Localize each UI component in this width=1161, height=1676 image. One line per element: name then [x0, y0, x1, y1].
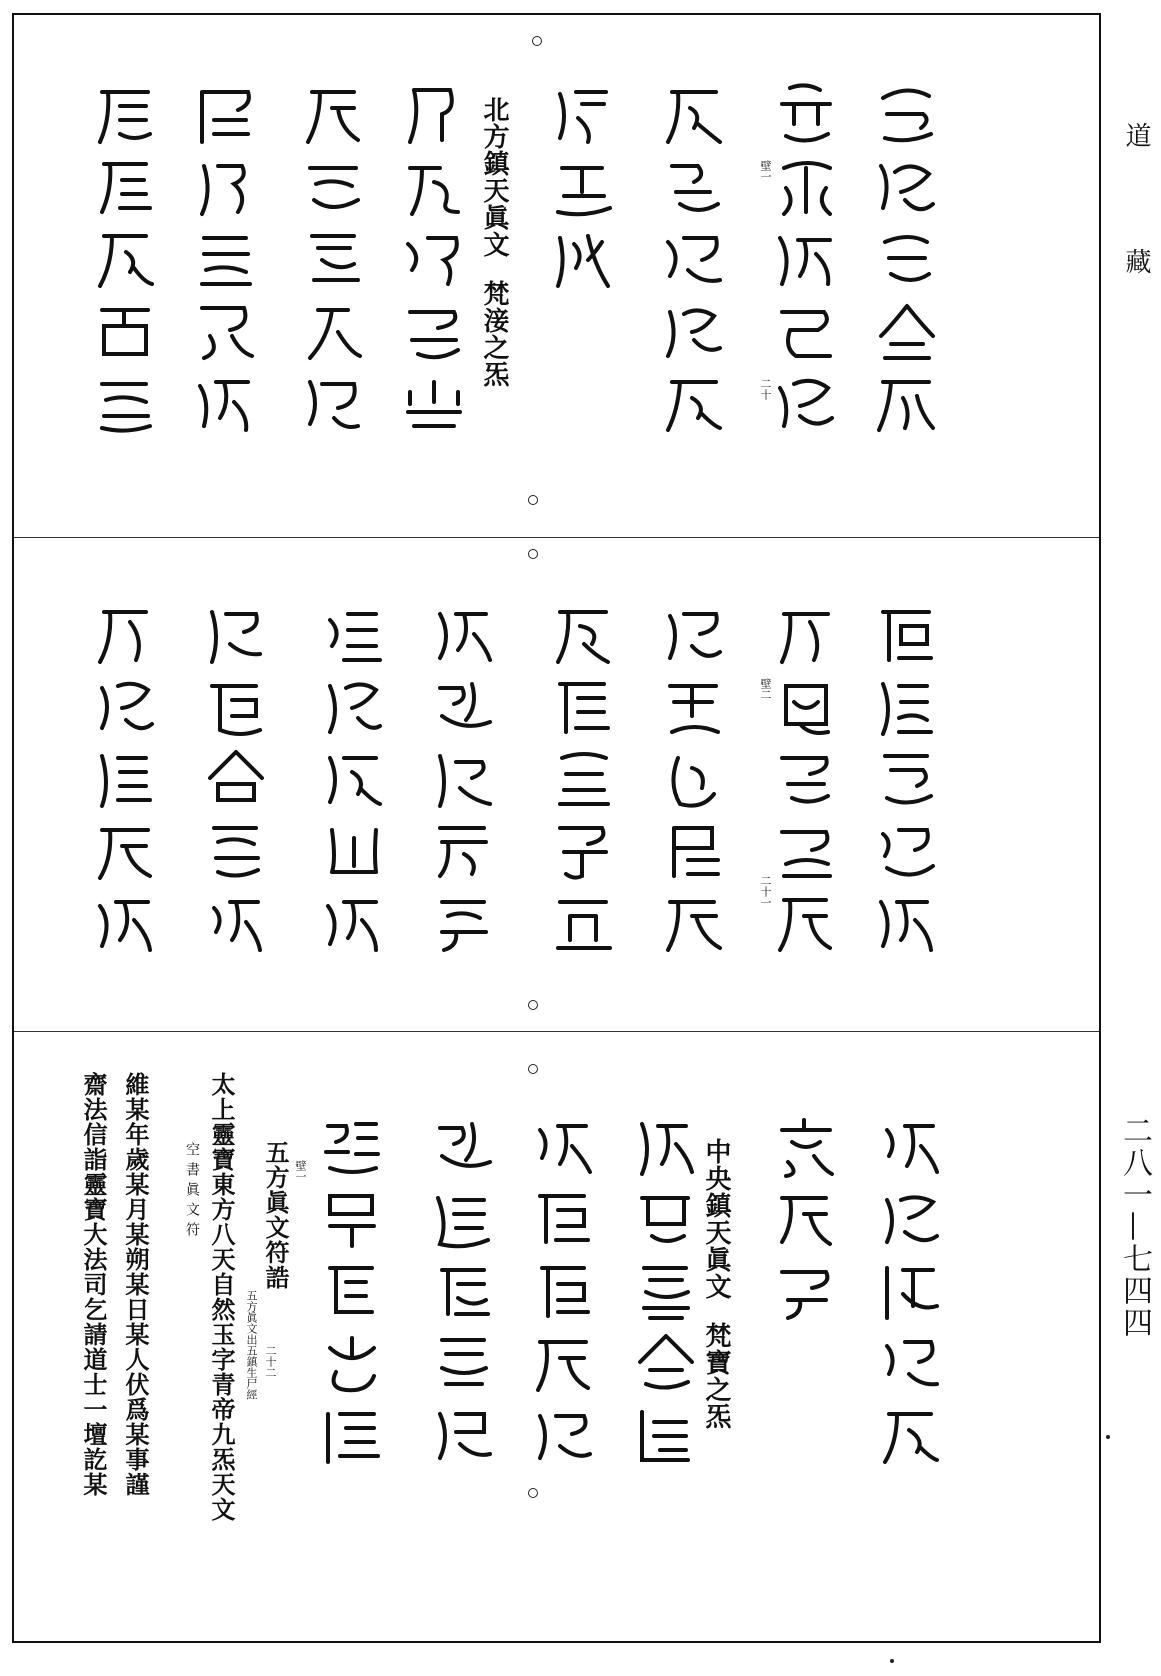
seal-glyph	[528, 1112, 600, 1184]
scripture-title: 太上靈寶東方八天自然玉字青帝九炁天文	[207, 1072, 236, 1522]
seal-glyph	[770, 296, 842, 368]
seal-glyph	[871, 888, 943, 960]
seal-glyph	[548, 224, 620, 296]
seal-glyph	[428, 672, 500, 744]
seal-glyph	[428, 744, 500, 816]
seal-glyph	[90, 888, 162, 960]
seal-glyph	[548, 888, 620, 960]
seal-glyph	[398, 224, 470, 296]
seal-glyph	[90, 816, 162, 888]
seal-glyph	[875, 1400, 947, 1472]
seal-glyph	[770, 224, 842, 296]
panel1-note-2: 二十	[759, 378, 772, 400]
seal-glyph	[770, 1112, 842, 1184]
seal-glyph	[770, 888, 842, 960]
seal-glyph	[875, 1112, 947, 1184]
seal-column-p2-c5	[428, 600, 500, 960]
seal-column-p2-c1	[871, 600, 943, 960]
seal-glyph	[190, 80, 262, 152]
seal-glyph	[770, 152, 842, 224]
scripture-subtitle: 空書眞文符	[184, 1142, 200, 1242]
seal-glyph	[658, 80, 730, 152]
bottom-dot	[890, 1659, 894, 1663]
seal-glyph	[658, 368, 730, 440]
seal-glyph	[528, 1184, 600, 1256]
circle-marker	[532, 36, 542, 46]
seal-glyph	[871, 600, 943, 672]
circle-marker	[528, 495, 538, 505]
seal-column-p3-c2	[770, 1112, 842, 1328]
seal-glyph	[658, 888, 730, 960]
panel3-note-1: 壁一	[294, 1160, 307, 1182]
seal-column-p1-c4	[548, 80, 620, 296]
collection-label-bottom: 藏	[1121, 248, 1151, 292]
seal-column-p2-c6	[318, 600, 390, 960]
seal-glyph	[658, 600, 730, 672]
seal-glyph	[316, 1184, 388, 1256]
seal-glyph	[770, 80, 842, 152]
seal-glyph	[770, 816, 842, 888]
seal-glyph	[298, 224, 370, 296]
seal-glyph	[871, 296, 943, 368]
seal-glyph	[398, 296, 470, 368]
panel-divider-2	[14, 1031, 1099, 1032]
panel2-note-1: 壁二	[759, 678, 772, 700]
seal-glyph	[318, 672, 390, 744]
seal-glyph	[548, 672, 620, 744]
circle-marker	[528, 1488, 538, 1498]
margin-dot	[1106, 1435, 1110, 1439]
seal-glyph	[658, 296, 730, 368]
seal-glyph	[398, 152, 470, 224]
panel1-note-1: 壁一	[759, 160, 772, 182]
circle-marker	[528, 549, 538, 559]
seal-glyph	[548, 744, 620, 816]
seal-glyph	[316, 1112, 388, 1184]
seal-glyph	[770, 600, 842, 672]
petition-line-2: 齋法信詣靈寶大法司乞請道士一壇訖某	[79, 1072, 108, 1497]
seal-glyph	[528, 1328, 600, 1400]
seal-glyph	[318, 600, 390, 672]
seal-glyph	[428, 600, 500, 672]
panel1-title-sub: 梵淁之炁	[479, 280, 509, 388]
page-number: 二八一—七四四	[1117, 1115, 1152, 1339]
seal-glyph	[318, 888, 390, 960]
panel1-title	[476, 96, 513, 388]
seal-glyph	[90, 152, 162, 224]
seal-glyph	[875, 1328, 947, 1400]
seal-glyph	[871, 224, 943, 296]
seal-column-p2-c3	[658, 600, 730, 960]
seal-glyph	[90, 224, 162, 296]
seal-column-p1-c6	[298, 80, 370, 440]
seal-glyph	[428, 1184, 500, 1256]
seal-glyph	[190, 296, 262, 368]
seal-column-p1-c1	[871, 80, 943, 440]
seal-glyph	[770, 368, 842, 440]
seal-glyph	[428, 888, 500, 960]
seal-glyph	[90, 744, 162, 816]
seal-glyph	[630, 1184, 702, 1256]
seal-glyph	[770, 1184, 842, 1256]
panel3-note-2: 二十二	[264, 1345, 277, 1378]
seal-column-p2-c2	[770, 600, 842, 960]
seal-glyph	[318, 744, 390, 816]
seal-glyph	[298, 152, 370, 224]
seal-glyph	[528, 1400, 600, 1472]
seal-glyph	[90, 80, 162, 152]
seal-column-p2-c7	[200, 600, 272, 960]
seal-glyph	[658, 224, 730, 296]
seal-glyph	[770, 672, 842, 744]
seal-column-p3-c5	[428, 1112, 500, 1472]
seal-glyph	[871, 80, 943, 152]
seal-glyph	[298, 368, 370, 440]
seal-glyph	[770, 1256, 842, 1328]
seal-glyph	[548, 80, 620, 152]
seal-glyph	[630, 1400, 702, 1472]
seal-column-p1-c7	[190, 80, 262, 440]
seal-column-p1-c2	[770, 80, 842, 440]
seal-glyph	[658, 744, 730, 816]
seal-glyph	[871, 744, 943, 816]
seal-glyph	[630, 1328, 702, 1400]
seal-glyph	[90, 600, 162, 672]
seal-column-p1-c5	[398, 80, 470, 440]
seal-glyph	[200, 744, 272, 816]
panel3-title-main: 中央鎮天眞文	[701, 1138, 731, 1300]
seal-glyph	[428, 816, 500, 888]
seal-glyph	[428, 1400, 500, 1472]
seal-glyph	[428, 1256, 500, 1328]
collection-label-top: 道	[1121, 122, 1151, 166]
seal-glyph	[871, 152, 943, 224]
seal-glyph	[398, 368, 470, 440]
seal-glyph	[548, 152, 620, 224]
panel3-title-sub: 梵寶之炁	[701, 1322, 731, 1430]
seal-column-p3-c4	[528, 1112, 600, 1472]
seal-glyph	[428, 1112, 500, 1184]
seal-glyph	[90, 368, 162, 440]
seal-column-p2-c4	[548, 600, 620, 960]
seal-glyph	[200, 888, 272, 960]
seal-glyph	[658, 152, 730, 224]
seal-glyph	[298, 80, 370, 152]
seal-glyph	[190, 224, 262, 296]
panel1-title-main: 北方鎮天眞文	[479, 96, 509, 258]
panel2-note-2: 二十一	[759, 875, 772, 908]
seal-glyph	[871, 816, 943, 888]
seal-column-p1-c8	[90, 80, 162, 440]
seal-glyph	[528, 1256, 600, 1328]
seal-glyph	[316, 1328, 388, 1400]
seal-glyph	[190, 152, 262, 224]
seal-glyph	[428, 1328, 500, 1400]
seal-glyph	[200, 600, 272, 672]
circle-marker	[528, 1064, 538, 1074]
seal-glyph	[658, 816, 730, 888]
seal-glyph	[316, 1256, 388, 1328]
circle-marker	[528, 1000, 538, 1010]
seal-glyph	[630, 1112, 702, 1184]
seal-glyph	[90, 672, 162, 744]
seal-glyph	[871, 672, 943, 744]
seal-glyph	[200, 672, 272, 744]
seal-glyph	[770, 744, 842, 816]
seal-column-p3-c6	[316, 1112, 388, 1472]
seal-column-p1-c3	[658, 80, 730, 440]
fu-title: 五方眞文符誥	[261, 1140, 290, 1290]
seal-glyph	[871, 368, 943, 440]
seal-glyph	[190, 368, 262, 440]
seal-glyph	[298, 296, 370, 368]
seal-glyph	[875, 1184, 947, 1256]
seal-glyph	[316, 1400, 388, 1472]
seal-glyph	[90, 296, 162, 368]
panel-divider-1	[14, 537, 1099, 538]
seal-glyph	[398, 80, 470, 152]
seal-column-p3-c1	[875, 1112, 947, 1472]
seal-glyph	[548, 816, 620, 888]
seal-glyph	[548, 600, 620, 672]
seal-glyph	[875, 1256, 947, 1328]
panel3-title	[698, 1138, 735, 1430]
seal-glyph	[658, 672, 730, 744]
fu-note: 五方眞文出五鎮生尸經	[245, 1290, 258, 1400]
seal-column-p2-c8	[90, 600, 162, 960]
seal-glyph	[630, 1256, 702, 1328]
petition-line-1: 維某年歲某月某朔某日某人伏爲某事謹	[121, 1072, 150, 1497]
seal-glyph	[200, 816, 272, 888]
seal-glyph	[318, 816, 390, 888]
seal-column-p3-c3	[630, 1112, 702, 1472]
